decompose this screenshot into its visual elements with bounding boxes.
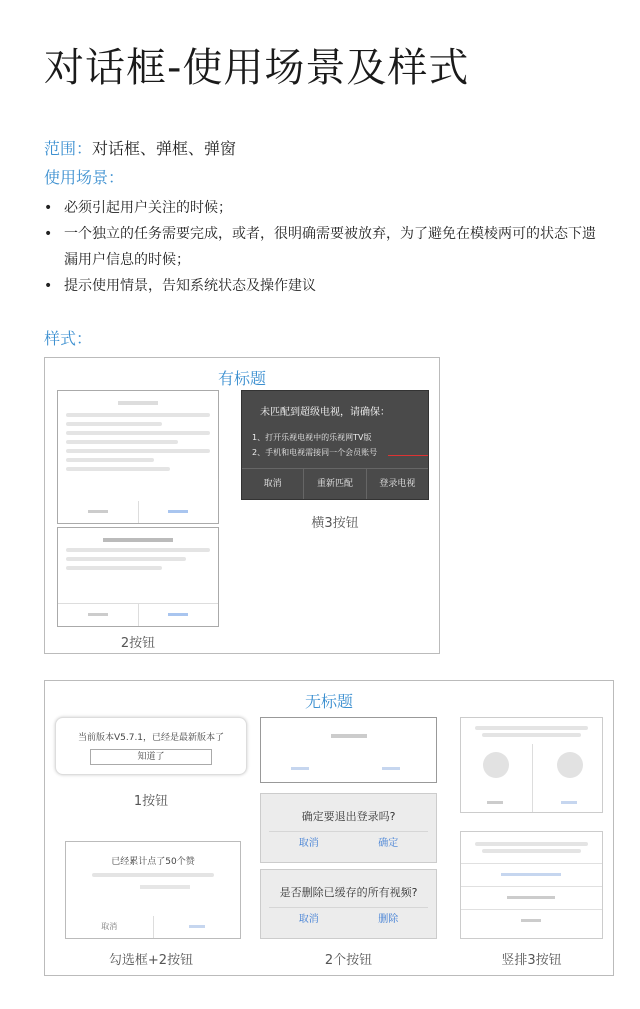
got-it-button[interactable]: 知道了 [90,749,212,765]
option-left[interactable] [483,752,509,778]
no-title-heading: 无标题 [304,692,353,711]
list-item: • 一个独立的任务需要完成，或者，很明确需要被放弃，为了避免在模棱两可的状态下遗漏用户信息的时候； [44,221,604,273]
version-dialog [55,717,247,775]
dialog-title: 未匹配到超级电视，请确保： [260,407,390,418]
checkbox-dialog [65,841,241,939]
cancel-button[interactable]: 取消 [101,922,118,931]
confirm-button[interactable] [153,916,241,938]
rematch-button[interactable]: 重新匹配 [303,469,365,499]
dialog-button[interactable] [58,501,138,523]
tv-match-dialog [241,390,429,500]
cancel-button[interactable]: 取消 [298,838,319,849]
dialog-button[interactable] [138,501,219,523]
list-item: • 提示使用情景，告知系统状态及操作建议 [44,273,604,299]
style-label: 样式： [44,329,93,348]
no-title-panel [44,680,614,976]
delete-cache-dialog [260,869,437,939]
dialog-text: 确定要退出登录吗? [301,810,396,823]
cancel-button[interactable]: 取消 [298,914,319,925]
scope-label: 范围： [44,139,93,158]
list-item: • 必须引起用户关注的时候； [44,195,604,221]
caption-two-buttons: 2个按钮 [324,953,373,968]
sample-dialog-invite [57,527,219,627]
caption-vertical-three: 竖排3按钮 [501,953,562,968]
with-title-panel [44,357,440,654]
scope-line [44,136,236,159]
dialog-button[interactable] [138,604,219,626]
scope-value: 对话框、弹框、弹窗 [92,139,237,158]
scenario-label: 使用场景： [44,168,125,187]
caption-two-buttons: 2按钮 [120,636,156,651]
dialog-text: 已经累计点了50个赞 [111,857,195,867]
caption-one-button: 1按钮 [133,794,169,809]
sample-dialog-upgrade [57,390,219,524]
delete-button[interactable]: 删除 [378,914,399,925]
logout-dialog [260,793,437,863]
vertical-buttons-dialog [460,831,603,939]
delete-confirm-dialog [260,717,437,783]
avatar-choice-dialog [460,717,603,813]
cancel-button[interactable]: 取消 [263,479,282,489]
checkbox[interactable] [140,885,190,889]
page-title: 对话框-使用场景及样式 [44,45,470,91]
dialog-line: 2、手机和电视需接同一个会员账号 [252,448,378,457]
caption-three-horizontal: 横3按钮 [311,516,359,531]
with-title-heading: 有标题 [217,369,266,388]
scenario-list [44,195,604,299]
dialog-line: 1、打开乐视电视中的乐视网TV版 [252,433,372,442]
caption-checkbox-two-buttons: 勾选框+2按钮 [108,953,194,968]
dialog-button[interactable] [58,604,138,626]
option-right[interactable] [557,752,583,778]
confirm-button[interactable]: 确定 [378,838,399,849]
login-tv-button[interactable]: 登录电视 [366,469,428,499]
dialog-text: 是否删除已缓存的所有视频? [279,886,418,899]
dialog-text: 当前版本V5.7.1，已经是最新版本了 [77,733,225,743]
